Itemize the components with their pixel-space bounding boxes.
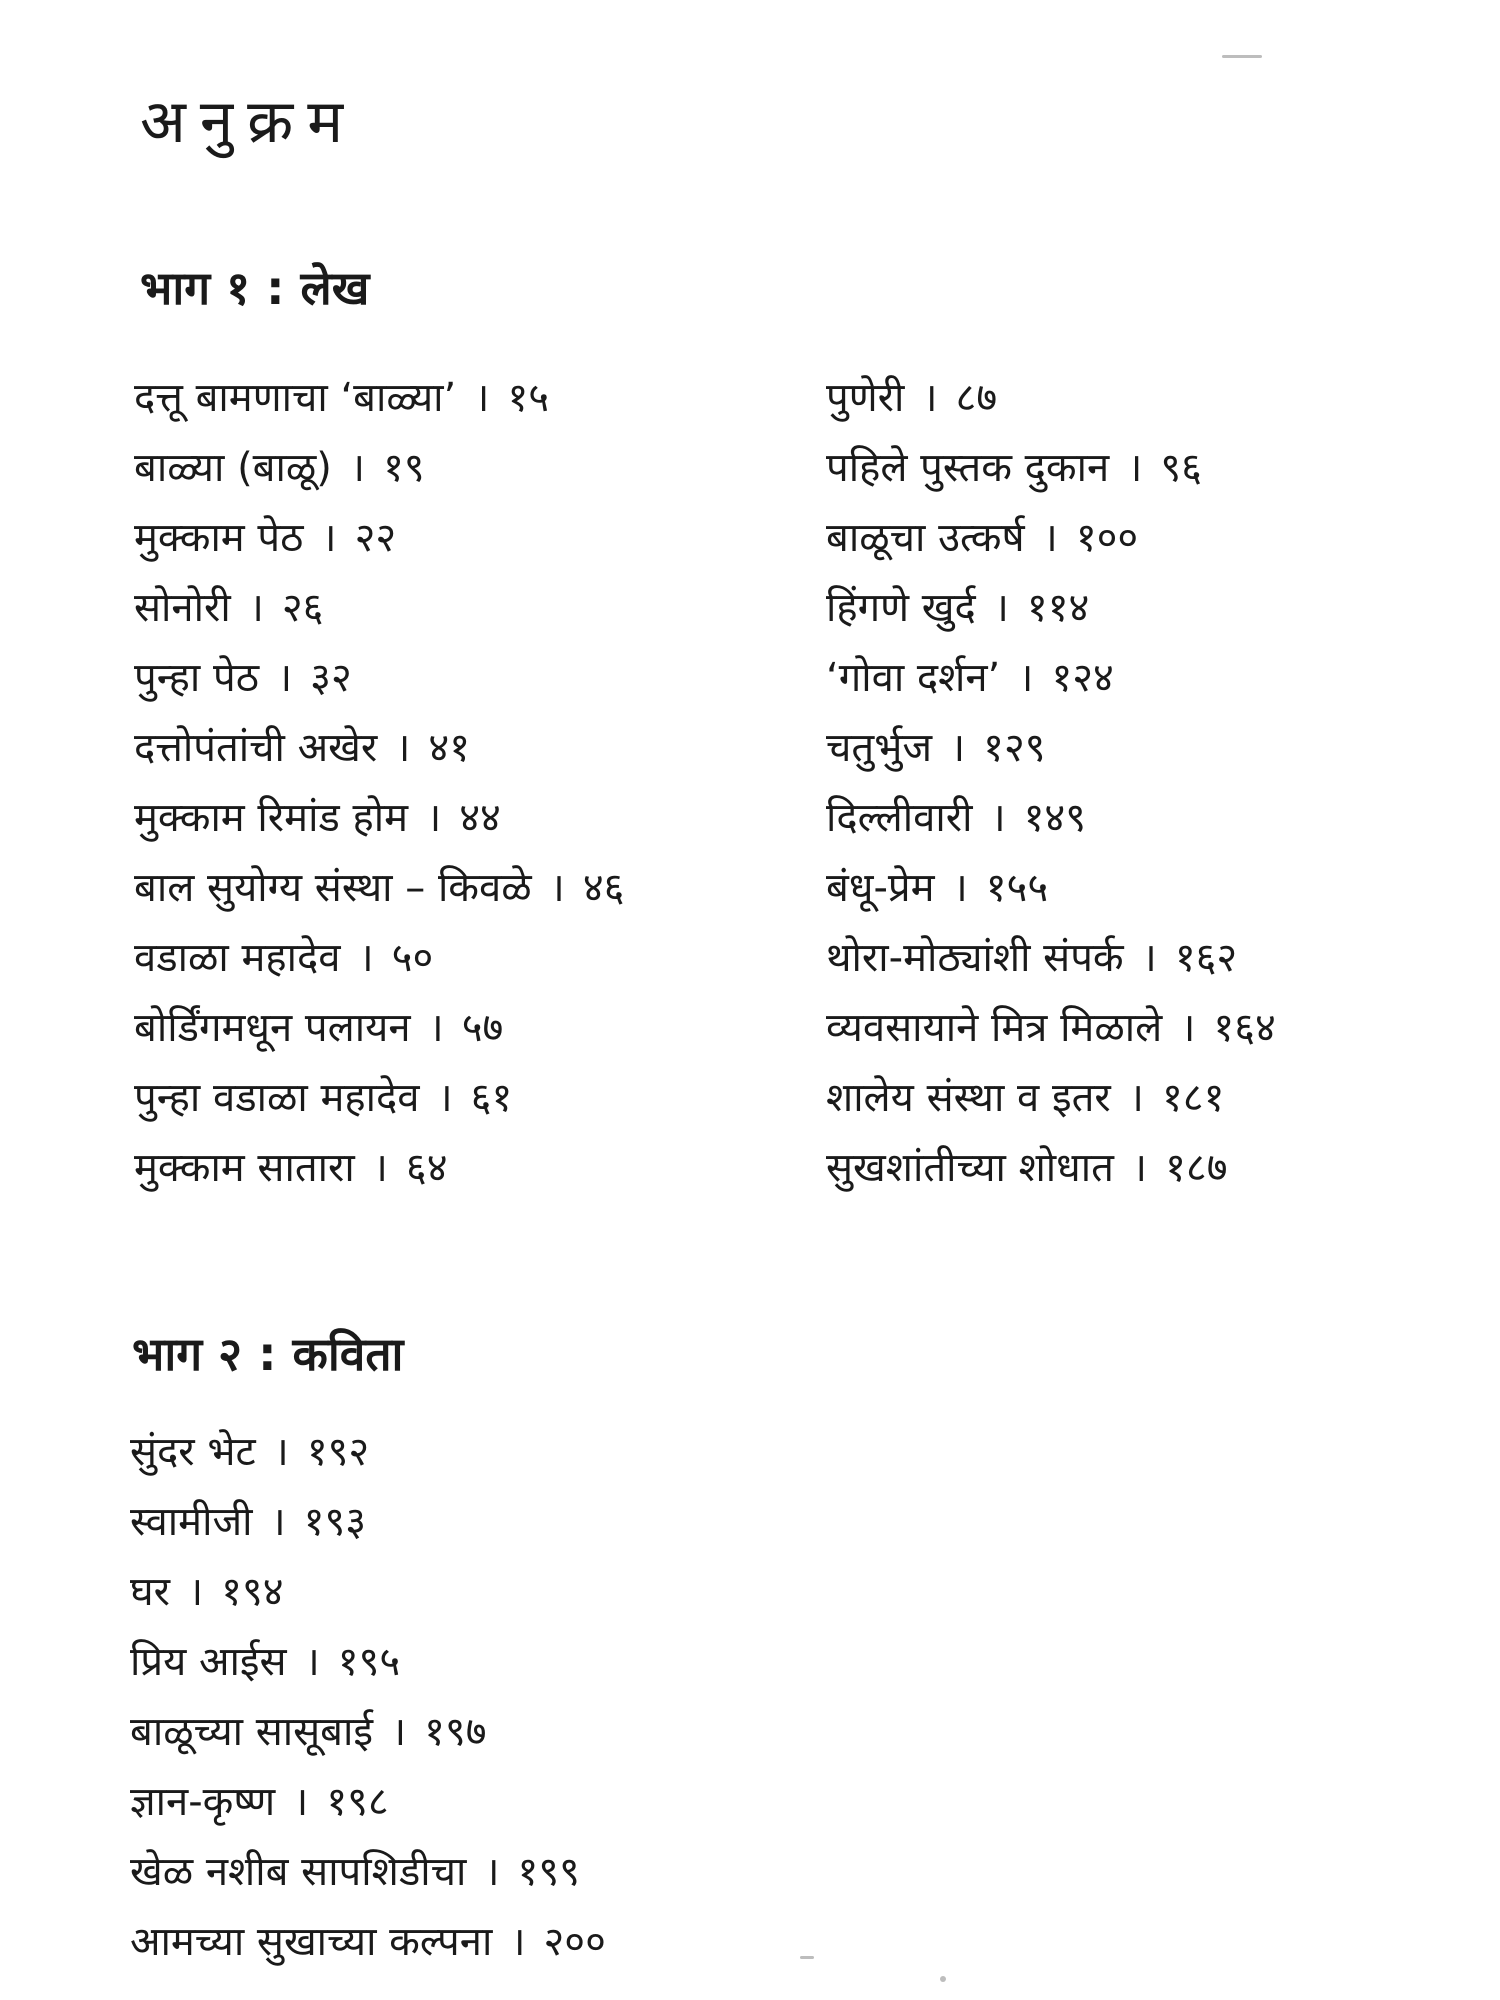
- toc-separator: ।: [510, 1919, 526, 1965]
- toc-entry-page: १६२: [1174, 935, 1238, 981]
- toc-entry-page: १९४: [221, 1569, 284, 1615]
- toc-separator: ।: [276, 655, 293, 701]
- toc-entry-page: ११४: [1026, 585, 1090, 631]
- toc-entry: [134, 1133, 624, 1203]
- toc-entry-title: बाल सुयोग्य संस्था – किवळे: [134, 865, 532, 911]
- toc-separator: ।: [372, 1145, 388, 1191]
- toc-entry: [134, 1063, 624, 1133]
- toc-entry-title: हिंगणे खुर्द: [826, 585, 976, 631]
- toc-entry-title: प्रिय आईस: [130, 1639, 287, 1685]
- toc-list-part-1-left: [134, 363, 624, 1203]
- toc-separator: ।: [1018, 655, 1034, 701]
- toc-entry: [134, 643, 624, 713]
- toc-entry-page: २००: [543, 1919, 606, 1965]
- toc-list-part-2: [130, 1417, 606, 1977]
- toc-entry-page: ४१: [428, 725, 471, 771]
- toc-entry: [134, 993, 624, 1063]
- toc-entry-page: १९२: [306, 1429, 370, 1475]
- toc-entry: [130, 1767, 606, 1837]
- toc-separator: ।: [990, 795, 1006, 841]
- toc-entry-title: दत्तू बामणाचा ‘बाळ्या’: [134, 375, 457, 421]
- toc-entry: [130, 1487, 606, 1557]
- toc-entry-title: ज्ञान-कृष्ण: [130, 1779, 276, 1825]
- toc-separator: ।: [358, 935, 374, 981]
- toc-entry-title: मुक्काम पेठ: [134, 515, 304, 561]
- toc-entry-page: १९३: [303, 1499, 367, 1545]
- toc-separator: ।: [952, 865, 968, 911]
- section-heading-part-2: भाग २ : कविता: [132, 1327, 404, 1381]
- toc-entry: [134, 503, 624, 573]
- toc-entry: [826, 853, 1276, 923]
- toc-entry-page: २६: [281, 585, 324, 631]
- toc-entry-page: १९७: [424, 1709, 487, 1755]
- toc-entry-page: ८७: [955, 375, 998, 421]
- scan-speck: [940, 1976, 946, 1982]
- toc-entry-page: १२९: [983, 725, 1046, 771]
- toc-entry: [130, 1557, 606, 1627]
- toc-entry: [130, 1837, 606, 1907]
- toc-entry: [134, 433, 624, 503]
- toc-entry-title: सुखशांतीच्या शोधात: [826, 1145, 1114, 1191]
- toc-entry: [826, 503, 1276, 573]
- toc-entry: [826, 643, 1276, 713]
- toc-entry-page: १४९: [1023, 795, 1087, 841]
- toc-entry: [134, 783, 624, 853]
- toc-entry-page: १८१: [1161, 1075, 1225, 1121]
- toc-entry: [134, 573, 624, 643]
- toc-separator: ।: [270, 1499, 286, 1545]
- toc-separator: ।: [950, 725, 966, 771]
- toc-entry-page: ४४: [459, 795, 501, 841]
- toc-separator: ।: [188, 1569, 204, 1615]
- toc-entry: [134, 853, 624, 923]
- toc-separator: ।: [1180, 1005, 1196, 1051]
- toc-entry-title: स्वामीजी: [130, 1499, 253, 1545]
- toc-entry: [130, 1417, 606, 1487]
- toc-entry-title: थोरा-मोठ्यांशी संपर्क: [826, 935, 1124, 981]
- toc-entry-page: १९: [383, 445, 425, 491]
- toc-entry-page: ४६: [582, 865, 625, 911]
- toc-entry-page: ५७: [461, 1005, 504, 1051]
- toc-entry: [826, 923, 1276, 993]
- toc-separator: ।: [349, 445, 366, 491]
- toc-entry-title: आमच्या सुखाच्या कल्पना: [130, 1919, 493, 1965]
- toc-entry: [130, 1627, 606, 1697]
- toc-separator: ।: [474, 375, 490, 421]
- toc-entry-title: बाळ्या (बाळू): [134, 445, 332, 491]
- toc-entry-page: १९८: [326, 1779, 389, 1825]
- toc-separator: ।: [304, 1639, 320, 1685]
- toc-entry: [826, 1063, 1276, 1133]
- toc-entry: [826, 713, 1276, 783]
- toc-entry: [130, 1697, 606, 1767]
- toc-separator: ।: [1042, 515, 1058, 561]
- toc-entry-title: मुक्काम रिमांड होम: [134, 795, 409, 841]
- toc-separator: ।: [426, 795, 442, 841]
- toc-entry-title: सुंदर भेट: [130, 1429, 256, 1475]
- toc-entry-title: मुक्काम सातारा: [134, 1145, 355, 1191]
- toc-entry-title: बाळूचा उत्कर्ष: [826, 515, 1025, 561]
- toc-entry-title: पुन्हा वडाळा महादेव: [134, 1075, 420, 1121]
- toc-entry-page: ६४: [405, 1145, 448, 1191]
- toc-separator: ।: [273, 1429, 289, 1475]
- toc-separator: ।: [395, 725, 411, 771]
- toc-entry: [826, 573, 1276, 643]
- toc-entry-page: १९९: [517, 1849, 580, 1895]
- toc-entry-title: बाळूच्या सासूबाई: [130, 1709, 373, 1755]
- toc-entry-title: बोर्डिंगमधून पलायन: [134, 1005, 411, 1051]
- toc-separator: ।: [1128, 1075, 1144, 1121]
- toc-separator: ।: [321, 515, 337, 561]
- toc-separator: ।: [437, 1075, 453, 1121]
- toc-entry-page: ३२: [310, 655, 352, 701]
- toc-entry: [134, 923, 624, 993]
- toc-entry: [826, 433, 1276, 503]
- section-heading-part-1: भाग १ : लेख: [140, 261, 370, 315]
- toc-entry-title: बंधू-प्रेम: [826, 865, 935, 911]
- toc-separator: ।: [391, 1709, 407, 1755]
- toc-entry-page: ५०: [391, 935, 434, 981]
- toc-separator: ।: [993, 585, 1009, 631]
- toc-entry-title: पहिले पुस्तक दुकान: [826, 445, 1110, 491]
- toc-list-part-1-right: [826, 363, 1276, 1203]
- toc-entry: [134, 363, 624, 433]
- toc-separator: ।: [1131, 1145, 1148, 1191]
- toc-entry-page: १५५: [985, 865, 1049, 911]
- page-title: अनुक्रम: [140, 87, 358, 157]
- toc-entry-title: घर: [130, 1569, 170, 1615]
- toc-entry-title: खेळ नशीब सापशिडीचा: [130, 1849, 467, 1895]
- toc-entry: [134, 713, 624, 783]
- toc-entry-title: शालेय संस्था व इतर: [826, 1075, 1111, 1121]
- toc-entry: [826, 1133, 1276, 1203]
- toc-entry-page: १९५: [337, 1639, 401, 1685]
- toc-entry-title: दिल्लीवारी: [826, 795, 973, 841]
- toc-entry-title: व्यवसायाने मित्र मिळाले: [826, 1005, 1163, 1051]
- toc-entry-page: १५: [507, 375, 550, 421]
- toc-entry-title: वडाळा महादेव: [134, 935, 341, 981]
- toc-separator: ।: [428, 1005, 444, 1051]
- toc-entry-title: ‘गोवा दर्शन’: [826, 655, 1001, 701]
- toc-entry-title: चतुर्भुज: [826, 725, 932, 771]
- scan-speck: [800, 1956, 814, 1959]
- scan-speck: [1222, 55, 1262, 58]
- toc-entry-page: ६१: [470, 1075, 513, 1121]
- toc-separator: ।: [248, 585, 264, 631]
- toc-separator: ।: [484, 1849, 500, 1895]
- toc-separator: ।: [549, 865, 565, 911]
- toc-entry-page: १८७: [1165, 1145, 1228, 1191]
- toc-entry: [826, 363, 1276, 433]
- toc-entry-page: १६४: [1213, 1005, 1276, 1051]
- toc-entry: [826, 993, 1276, 1063]
- toc-entry-title: पुन्हा पेठ: [134, 655, 259, 701]
- toc-entry: [826, 783, 1276, 853]
- toc-entry-page: ९६: [1160, 445, 1202, 491]
- toc-entry-page: १२४: [1051, 655, 1114, 701]
- toc-separator: ।: [293, 1779, 309, 1825]
- toc-entry-title: सोनोरी: [134, 585, 231, 631]
- toc-entry-title: दत्तोपंतांची अखेर: [134, 725, 378, 771]
- toc-entry-page: २२: [354, 515, 397, 561]
- toc-separator: ।: [922, 375, 938, 421]
- toc-separator: ।: [1127, 445, 1143, 491]
- toc-entry-page: १००: [1075, 515, 1139, 561]
- toc-entry: [130, 1907, 606, 1977]
- toc-separator: ।: [1141, 935, 1157, 981]
- toc-entry-title: पुणेरी: [826, 375, 905, 421]
